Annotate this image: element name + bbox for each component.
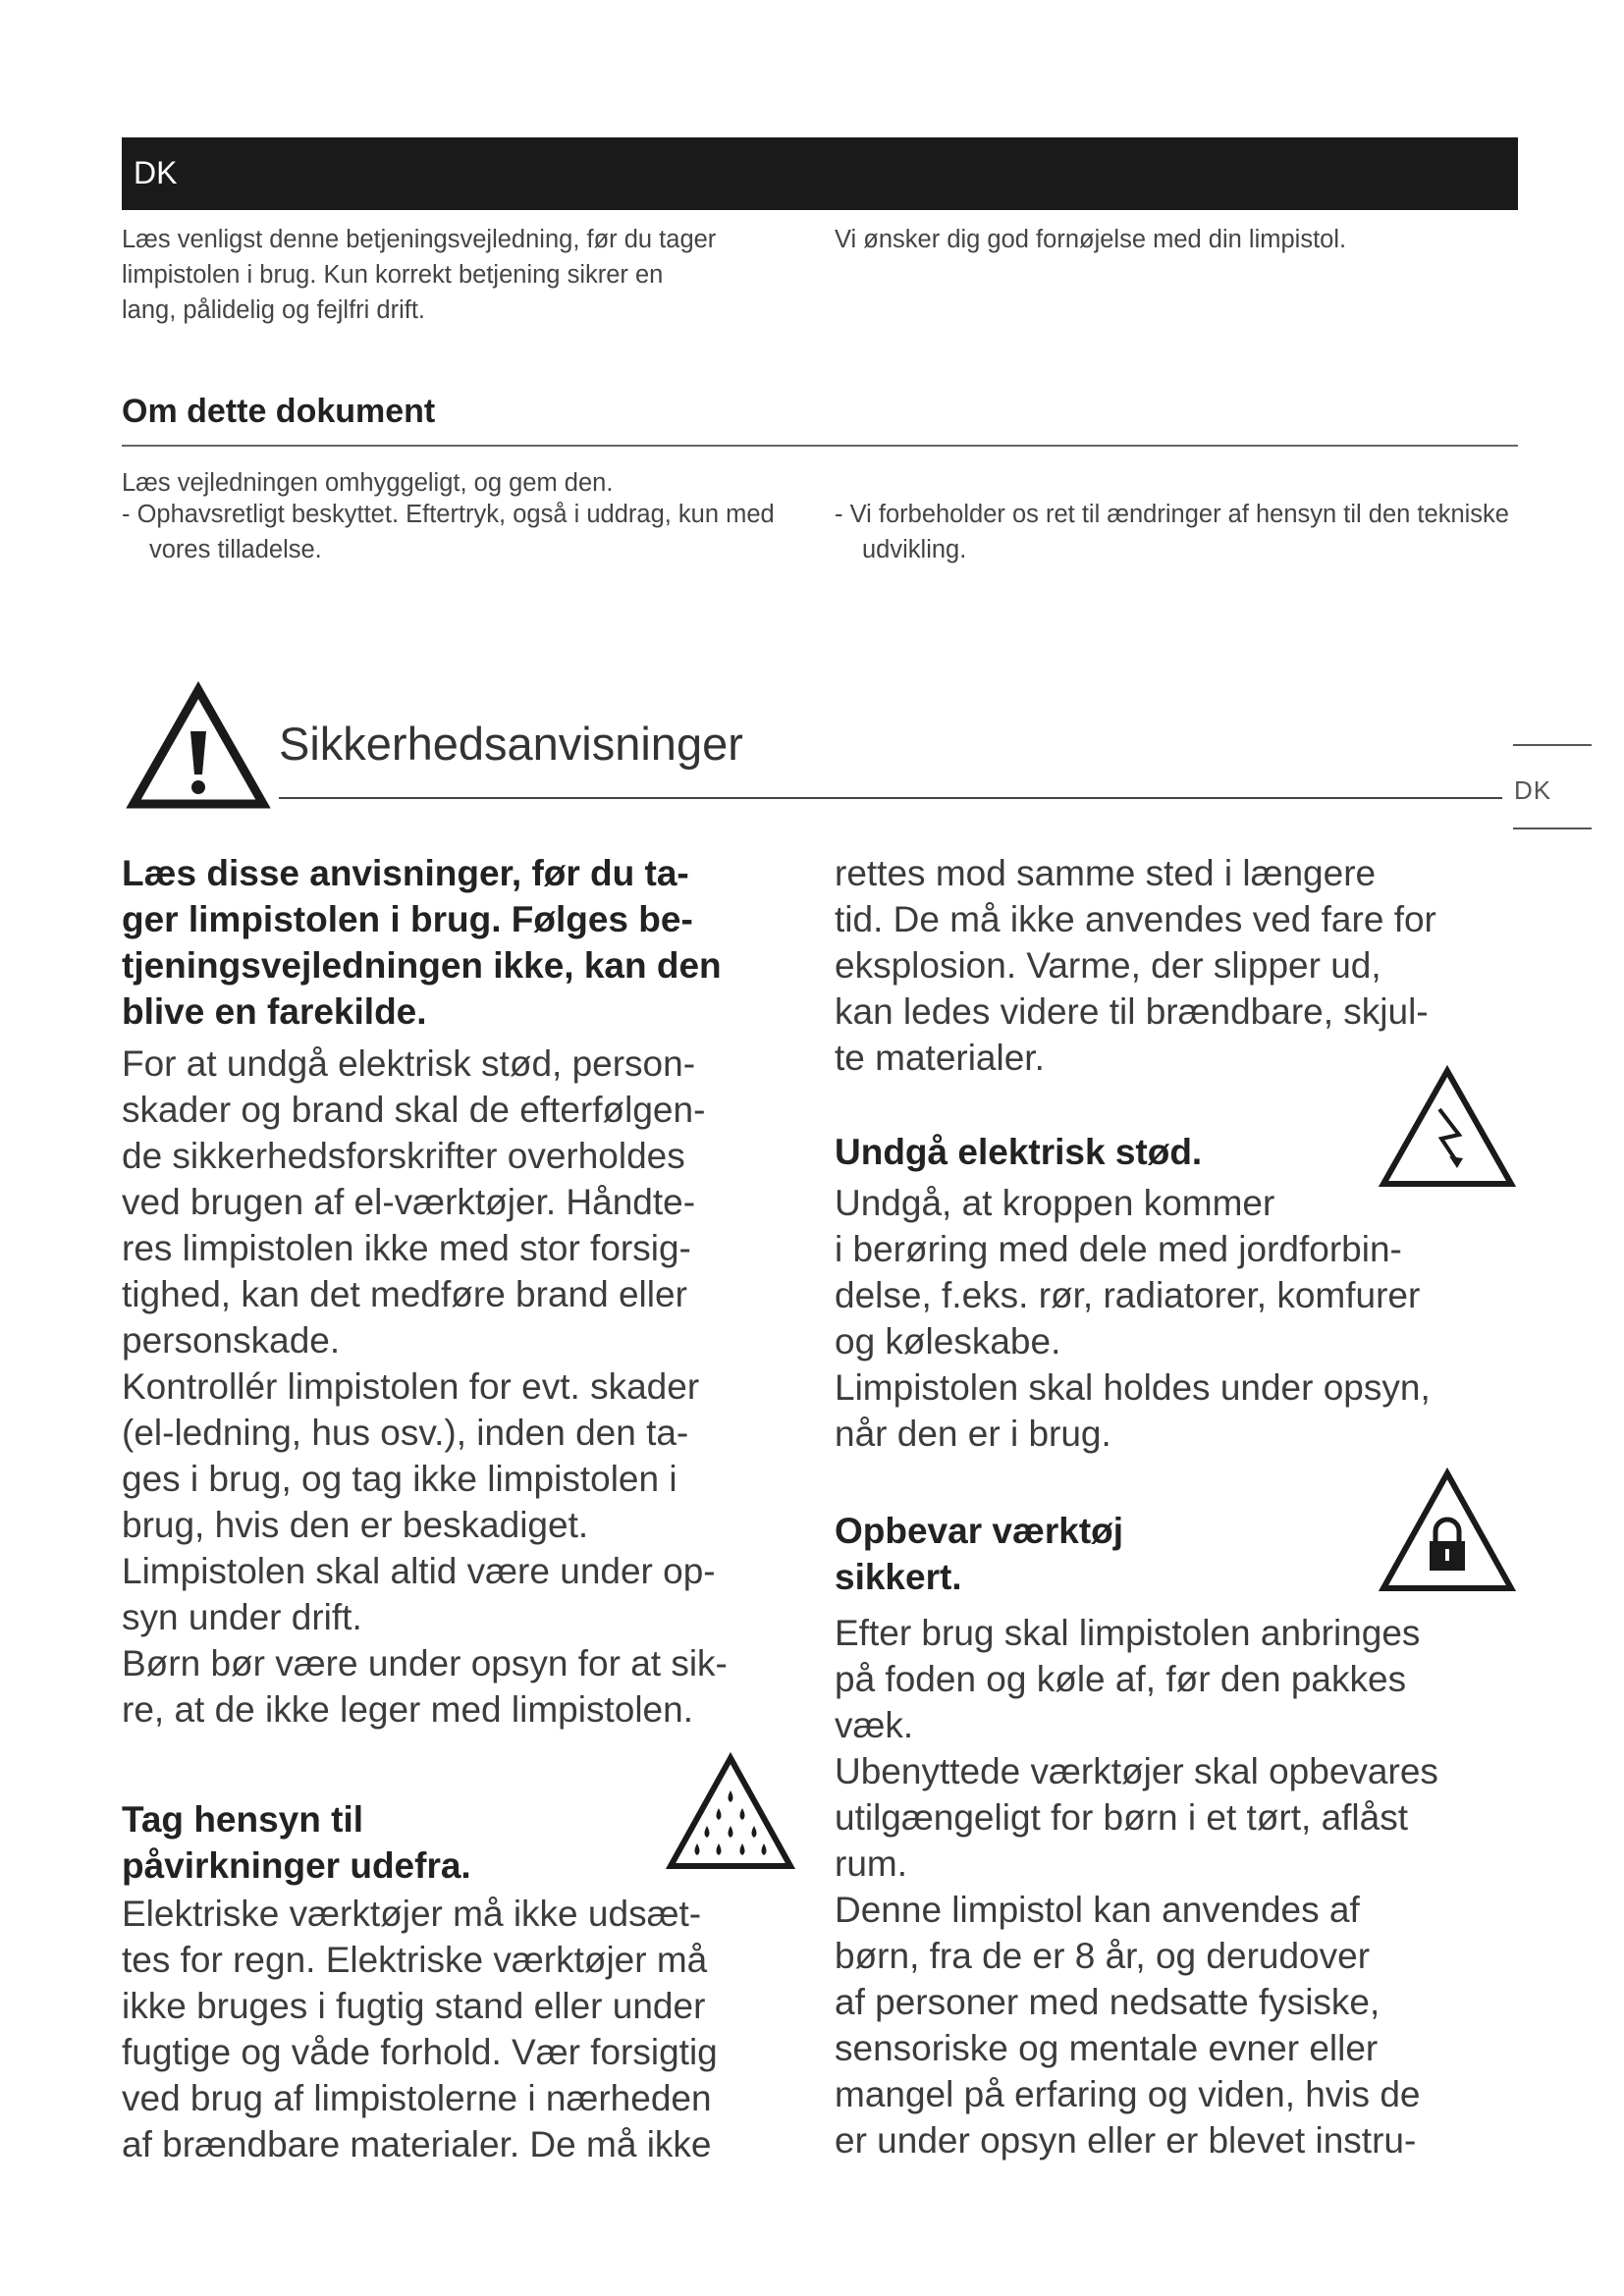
text-line: personskade. <box>122 1320 341 1361</box>
about-heading: Om dette dokument <box>122 393 436 430</box>
lock-icon <box>1379 1468 1516 1594</box>
lead-line: blive en farekilde. <box>122 991 427 1032</box>
intro-right: Vi ønsker dig god fornøjelse med din limpistol. <box>835 226 1347 253</box>
about-bullet-changes: - Vi forbeholder os ret til ændringer af hensyn til den tekniske udvikling. <box>835 501 1509 563</box>
text-line: For at undgå elektrisk stød, person- <box>122 1043 696 1084</box>
text-line: og køleskabe. <box>835 1321 1061 1362</box>
side-tab-label: DK <box>1514 775 1552 805</box>
text-line: utilgængeligt for børn i et tørt, aflåst <box>835 1797 1409 1838</box>
text-line: i berøring med dele med jordforbin- <box>835 1229 1402 1269</box>
shock-text <box>835 1180 1522 1457</box>
text-line: af personer med nedsatte fysiske, <box>835 1982 1380 2022</box>
lead-line: ger limpistolen i brug. Følges be- <box>122 899 693 939</box>
text-line: Efter brug skal limpistolen anbringes <box>835 1613 1421 1653</box>
text-line: res limpistolen ikke med stor forsig- <box>122 1228 691 1268</box>
text-line: er under opsyn eller er blevet instru- <box>835 2120 1417 2161</box>
text-line: brug, hvis den er beskadiget. <box>122 1505 589 1545</box>
text-line: (el-ledning, hus osv.), inden den ta- <box>122 1413 689 1453</box>
text-line: eksplosion. Varme, der slipper ud, <box>835 945 1381 986</box>
rain-icon <box>666 1753 795 1871</box>
text-line: Limpistolen skal altid være under op- <box>122 1551 716 1591</box>
text-line: fugtige og våde forhold. Vær forsigtig <box>122 2032 718 2072</box>
intro-line: lang, pålidelig og fejlfri drift. <box>122 296 426 324</box>
heading-line: sikkert. <box>835 1557 962 1597</box>
text-line: ikke bruges i fugtig stand eller under <box>122 1986 706 2026</box>
lead-line: tjeningsvejledningen ikke, kan den <box>122 945 722 986</box>
text-line: væk. <box>835 1705 914 1745</box>
intro-left <box>122 222 829 328</box>
heading-line: påvirkninger udefra. <box>122 1845 471 1886</box>
text-line: Børn bør være under opsyn for at sik- <box>122 1643 728 1683</box>
external-heading <box>122 1796 632 1889</box>
external-text <box>122 1891 809 2167</box>
text-line: Undgå, at kroppen kommer <box>835 1183 1275 1223</box>
heading-line: Tag hensyn til <box>122 1799 364 1840</box>
text-line: når den er i brug. <box>835 1414 1111 1454</box>
text-line: ved brug af limpistolerne i nærheden <box>122 2078 712 2118</box>
text-line: af brændbare materialer. De må ikke <box>122 2124 712 2164</box>
shock-heading: Undgå elektrisk stød. <box>835 1132 1203 1172</box>
storage-heading <box>835 1508 1345 1600</box>
text-line: syn under drift. <box>122 1597 362 1637</box>
electric-shock-icon <box>1379 1066 1516 1190</box>
text-line: Denne limpistol kan anvendes af <box>835 1890 1360 1930</box>
language-bar <box>122 137 1518 210</box>
heading-line: Opbevar værktøj <box>835 1511 1124 1551</box>
text-line: ved brugen af el-værktøjer. Håndte- <box>122 1182 696 1222</box>
text-line: tighed, kan det medføre brand eller <box>122 1274 687 1314</box>
text-line: Kontrollér limpistolen for evt. skader <box>122 1366 700 1407</box>
text-line: rum. <box>835 1843 907 1884</box>
about-line: Læs vejledningen omhyggeligt, og gem den. <box>122 469 614 497</box>
text-line: ges i brug, og tag ikke limpistolen i <box>122 1459 677 1499</box>
text-line: mangel på erfaring og viden, hvis de <box>835 2074 1421 2114</box>
about-bullet-copyright: - Ophavsretligt beskyttet. Eftertryk, også i uddrag, kun med vores tilladelse. <box>122 501 775 563</box>
general-safety-text <box>122 1041 809 1733</box>
text-line: Elektriske værktøjer må ikke udsæt- <box>122 1894 702 1934</box>
text-line: Ubenyttede værktøjer skal opbevares <box>835 1751 1438 1791</box>
text-line: på foden og køle af, før den pakkes <box>835 1659 1407 1699</box>
continued-text <box>835 850 1522 1081</box>
about-divider <box>122 445 1518 447</box>
side-tab-rule-top <box>1513 744 1592 746</box>
safety-title-rule <box>279 797 1502 799</box>
text-line: re, at de ikke leger med limpistolen. <box>122 1689 693 1730</box>
safety-title: Sikkerhedsanvisninger <box>279 718 743 770</box>
text-line: tid. De må ikke anvendes ved fare for <box>835 899 1436 939</box>
text-line: delse, f.eks. rør, radiatorer, komfurer <box>835 1275 1421 1315</box>
side-tab-rule-bottom <box>1513 828 1592 829</box>
intro-line: limpistolen i brug. Kun korrekt betjening sikrer en <box>122 261 664 289</box>
text-line: Limpistolen skal holdes under opsyn, <box>835 1367 1431 1408</box>
lead-warning <box>122 850 809 1035</box>
text-line: rettes mod samme sted i længere <box>835 853 1377 893</box>
lead-line: Læs disse anvisninger, før du ta- <box>122 853 689 893</box>
text-line: tes for regn. Elektriske værktøjer må <box>122 1940 708 1980</box>
language-label: DK <box>134 155 178 190</box>
warning-icon <box>128 684 269 810</box>
intro-line: Læs venligst denne betjeningsvejledning, før du tager <box>122 226 717 253</box>
text-line: skader og brand skal de efterfølgen- <box>122 1090 706 1130</box>
text-line: kan ledes videre til brændbare, skjul- <box>835 991 1429 1032</box>
text-line: børn, fra de er 8 år, og derudover <box>835 1936 1371 1976</box>
text-line: te materialer. <box>835 1038 1045 1078</box>
storage-text <box>835 1610 1522 2163</box>
text-line: sensoriske og mentale evner eller <box>835 2028 1379 2068</box>
text-line: de sikkerhedsforskrifter overholdes <box>122 1136 685 1176</box>
